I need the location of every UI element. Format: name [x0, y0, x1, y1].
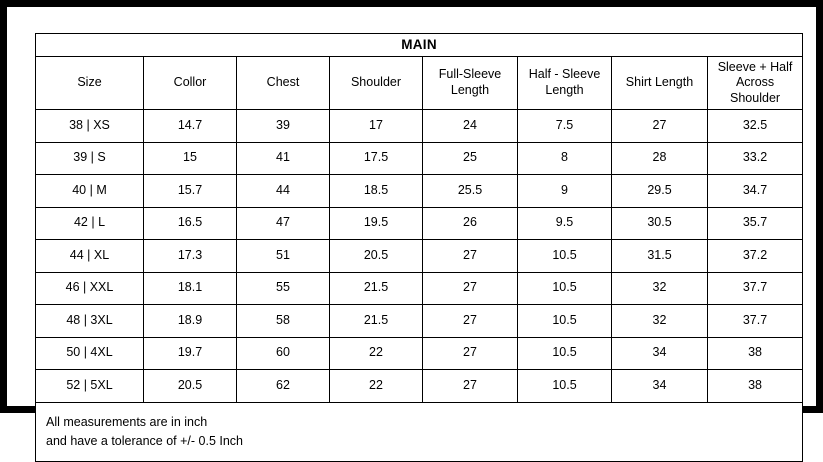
table-row [36, 207, 803, 240]
table-header-row [36, 57, 803, 110]
cell-size: 50 | 4XL [36, 337, 144, 370]
cell-half-sleeve-length: 10.5 [518, 370, 612, 403]
table-row [36, 110, 803, 143]
cell-shirt-length: 31.5 [612, 240, 708, 273]
cell-sleeve-plus-half-across-shoulder: 34.7 [708, 175, 803, 208]
cell-sleeve-plus-half-across-shoulder: 37.7 [708, 272, 803, 305]
cell-shoulder: 22 [330, 370, 423, 403]
size-chart-container [35, 33, 802, 448]
cell-chest: 58 [237, 305, 330, 338]
measurement-note-line-2: and have a tolerance of +/- 0.5 Inch [46, 433, 244, 448]
table-row [36, 305, 803, 338]
column-header-sleeve-plus-half-across-shoulder: Sleeve + Half Across Shoulder [708, 57, 803, 110]
cell-collor: 18.1 [144, 272, 237, 305]
cell-size: 39 | S [36, 142, 144, 175]
cell-half-sleeve-length: 10.5 [518, 272, 612, 305]
cell-shoulder: 18.5 [330, 175, 423, 208]
cell-shirt-length: 32 [612, 305, 708, 338]
column-header-chest: Chest [237, 57, 330, 110]
page-title: MAIN [36, 34, 803, 57]
cell-half-sleeve-length: 8 [518, 142, 612, 175]
cell-collor: 15 [144, 142, 237, 175]
cell-sleeve-plus-half-across-shoulder: 37.7 [708, 305, 803, 338]
cell-full-sleeve-length: 25.5 [423, 175, 518, 208]
cell-shoulder: 21.5 [330, 272, 423, 305]
cell-size: 40 | M [36, 175, 144, 208]
table-row [36, 337, 803, 370]
cell-full-sleeve-length: 26 [423, 207, 518, 240]
cell-shoulder: 22 [330, 337, 423, 370]
cell-collor: 17.3 [144, 240, 237, 273]
cell-full-sleeve-length: 27 [423, 272, 518, 305]
cell-shoulder: 19.5 [330, 207, 423, 240]
cell-shoulder: 21.5 [330, 305, 423, 338]
column-header-size: Size [36, 57, 144, 110]
column-header-shoulder: Shoulder [330, 57, 423, 110]
cell-sleeve-plus-half-across-shoulder: 38 [708, 370, 803, 403]
cell-collor: 18.9 [144, 305, 237, 338]
cell-shirt-length: 28 [612, 142, 708, 175]
cell-chest: 44 [237, 175, 330, 208]
table-row [36, 175, 803, 208]
cell-half-sleeve-length: 9.5 [518, 207, 612, 240]
cell-half-sleeve-length: 9 [518, 175, 612, 208]
cell-collor: 16.5 [144, 207, 237, 240]
cell-full-sleeve-length: 27 [423, 337, 518, 370]
cell-half-sleeve-length: 10.5 [518, 305, 612, 338]
cell-half-sleeve-length: 7.5 [518, 110, 612, 143]
cell-chest: 51 [237, 240, 330, 273]
cell-full-sleeve-length: 27 [423, 370, 518, 403]
cell-collor: 20.5 [144, 370, 237, 403]
table-row [36, 142, 803, 175]
cell-size: 48 | 3XL [36, 305, 144, 338]
cell-half-sleeve-length: 10.5 [518, 337, 612, 370]
cell-full-sleeve-length: 24 [423, 110, 518, 143]
cell-sleeve-plus-half-across-shoulder: 33.2 [708, 142, 803, 175]
table-row [36, 272, 803, 305]
column-header-half-sleeve-length: Half - Sleeve Length [518, 57, 612, 110]
cell-size: 44 | XL [36, 240, 144, 273]
table-title-row [36, 34, 803, 57]
cell-shirt-length: 27 [612, 110, 708, 143]
cell-sleeve-plus-half-across-shoulder: 37.2 [708, 240, 803, 273]
cell-full-sleeve-length: 25 [423, 142, 518, 175]
cell-size: 46 | XXL [36, 272, 144, 305]
cell-collor: 14.7 [144, 110, 237, 143]
column-header-collor: Collor [144, 57, 237, 110]
cell-shoulder: 17 [330, 110, 423, 143]
cell-shirt-length: 34 [612, 370, 708, 403]
cell-chest: 47 [237, 207, 330, 240]
column-header-shirt-length: Shirt Length [612, 57, 708, 110]
cell-sleeve-plus-half-across-shoulder: 38 [708, 337, 803, 370]
cell-chest: 39 [237, 110, 330, 143]
cell-size: 38 | XS [36, 110, 144, 143]
cell-full-sleeve-length: 27 [423, 305, 518, 338]
cell-sleeve-plus-half-across-shoulder: 35.7 [708, 207, 803, 240]
cell-chest: 41 [237, 142, 330, 175]
cell-full-sleeve-length: 27 [423, 240, 518, 273]
cell-shirt-length: 29.5 [612, 175, 708, 208]
cell-shirt-length: 32 [612, 272, 708, 305]
cell-shoulder: 20.5 [330, 240, 423, 273]
measurement-note [36, 402, 803, 461]
cell-size: 52 | 5XL [36, 370, 144, 403]
column-header-full-sleeve-length: Full-Sleeve Length [423, 57, 518, 110]
measurement-note-row [36, 402, 803, 461]
cell-collor: 19.7 [144, 337, 237, 370]
cell-chest: 60 [237, 337, 330, 370]
cell-half-sleeve-length: 10.5 [518, 240, 612, 273]
cell-shoulder: 17.5 [330, 142, 423, 175]
cell-chest: 62 [237, 370, 330, 403]
cell-shirt-length: 30.5 [612, 207, 708, 240]
cell-size: 42 | L [36, 207, 144, 240]
table-row [36, 370, 803, 403]
cell-collor: 15.7 [144, 175, 237, 208]
size-chart-table [35, 33, 803, 462]
cell-sleeve-plus-half-across-shoulder: 32.5 [708, 110, 803, 143]
table-row [36, 240, 803, 273]
cell-chest: 55 [237, 272, 330, 305]
measurement-note-line-1: All measurements are in inch [46, 414, 208, 429]
cell-shirt-length: 34 [612, 337, 708, 370]
